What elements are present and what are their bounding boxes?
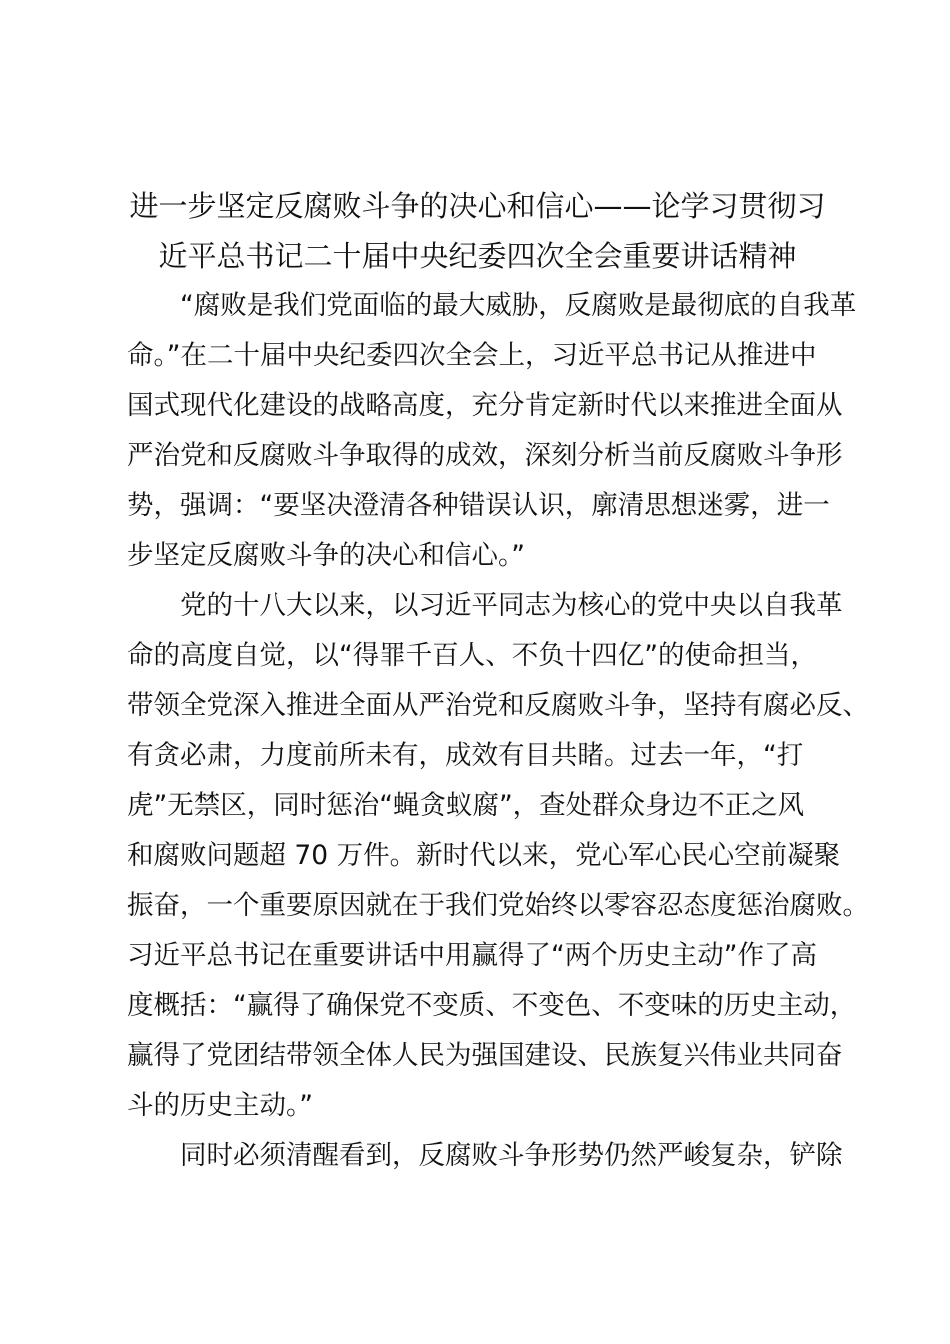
document-title-line-1: 进一步坚定反腐败斗争的决心和信心——论学习贯彻习 [129,189,826,223]
paragraph-1-line-3: 国式现代化建设的战略高度，充分肯定新时代以来推进全面从 [127,390,843,421]
paragraph-2-line-6: 和腐败问题超 70 万件。新时代以来，党心军心民心空前凝聚 [127,840,841,871]
paragraph-1-line-2: 命。”在二十届中央纪委四次全会上，习近平总书记从推进中 [127,340,817,371]
paragraph-2-line-7: 振奋，一个重要原因就在于我们党始终以零容忍态度惩治腐败。 [127,890,869,921]
paragraph-2-line-10: 赢得了党团结带领全体人民为强国建设、民族复兴伟业共同奋 [127,1040,843,1071]
paragraph-2-line-11: 斗的历史主动。” [127,1090,313,1121]
paragraph-2-line-3: 带领全党深入推进全面从严治党和反腐败斗争，坚持有腐必反、 [127,690,869,721]
paragraph-1-line-1: “腐败是我们党面临的最大威胁，反腐败是最彻底的自我革 [180,290,857,321]
paragraph-1-line-6: 步坚定反腐败斗争的决心和信心。” [127,540,525,571]
document-title-line-2: 近平总书记二十届中央纪委四次全会重要讲话精神 [158,239,797,273]
paragraph-2-line-8: 习近平总书记在重要讲话中用赢得了“两个历史主动”作了高 [127,940,817,971]
paragraph-2-line-1: 党的十八大以来，以习近平同志为核心的党中央以自我革 [180,590,843,621]
paragraph-2-line-9: 度概括：“赢得了确保党不变质、不变色、不变味的历史主动， [127,990,857,1021]
paragraph-1-line-4: 严治党和反腐败斗争取得的成效，深刻分析当前反腐败斗争形 [127,440,843,471]
paragraph-1-line-5: 势，强调：“要坚决澄清各种错误认识，廓清思想迷雾，进一 [127,490,830,521]
paragraph-2-line-4: 有贪必肃，力度前所未有，成效有目共睹。过去一年，“打 [127,740,804,771]
paragraph-3-line-1: 同时必须清醒看到，反腐败斗争形势仍然严峻复杂，铲除 [180,1140,843,1171]
paragraph-2-line-5: 虎”无禁区，同时惩治“蝇贪蚁腐”，查处群众身边不正之风 [127,790,805,821]
paragraph-2-line-2: 命的高度自觉，以“得罪千百人、不负十四亿”的使命担当， [127,640,817,671]
